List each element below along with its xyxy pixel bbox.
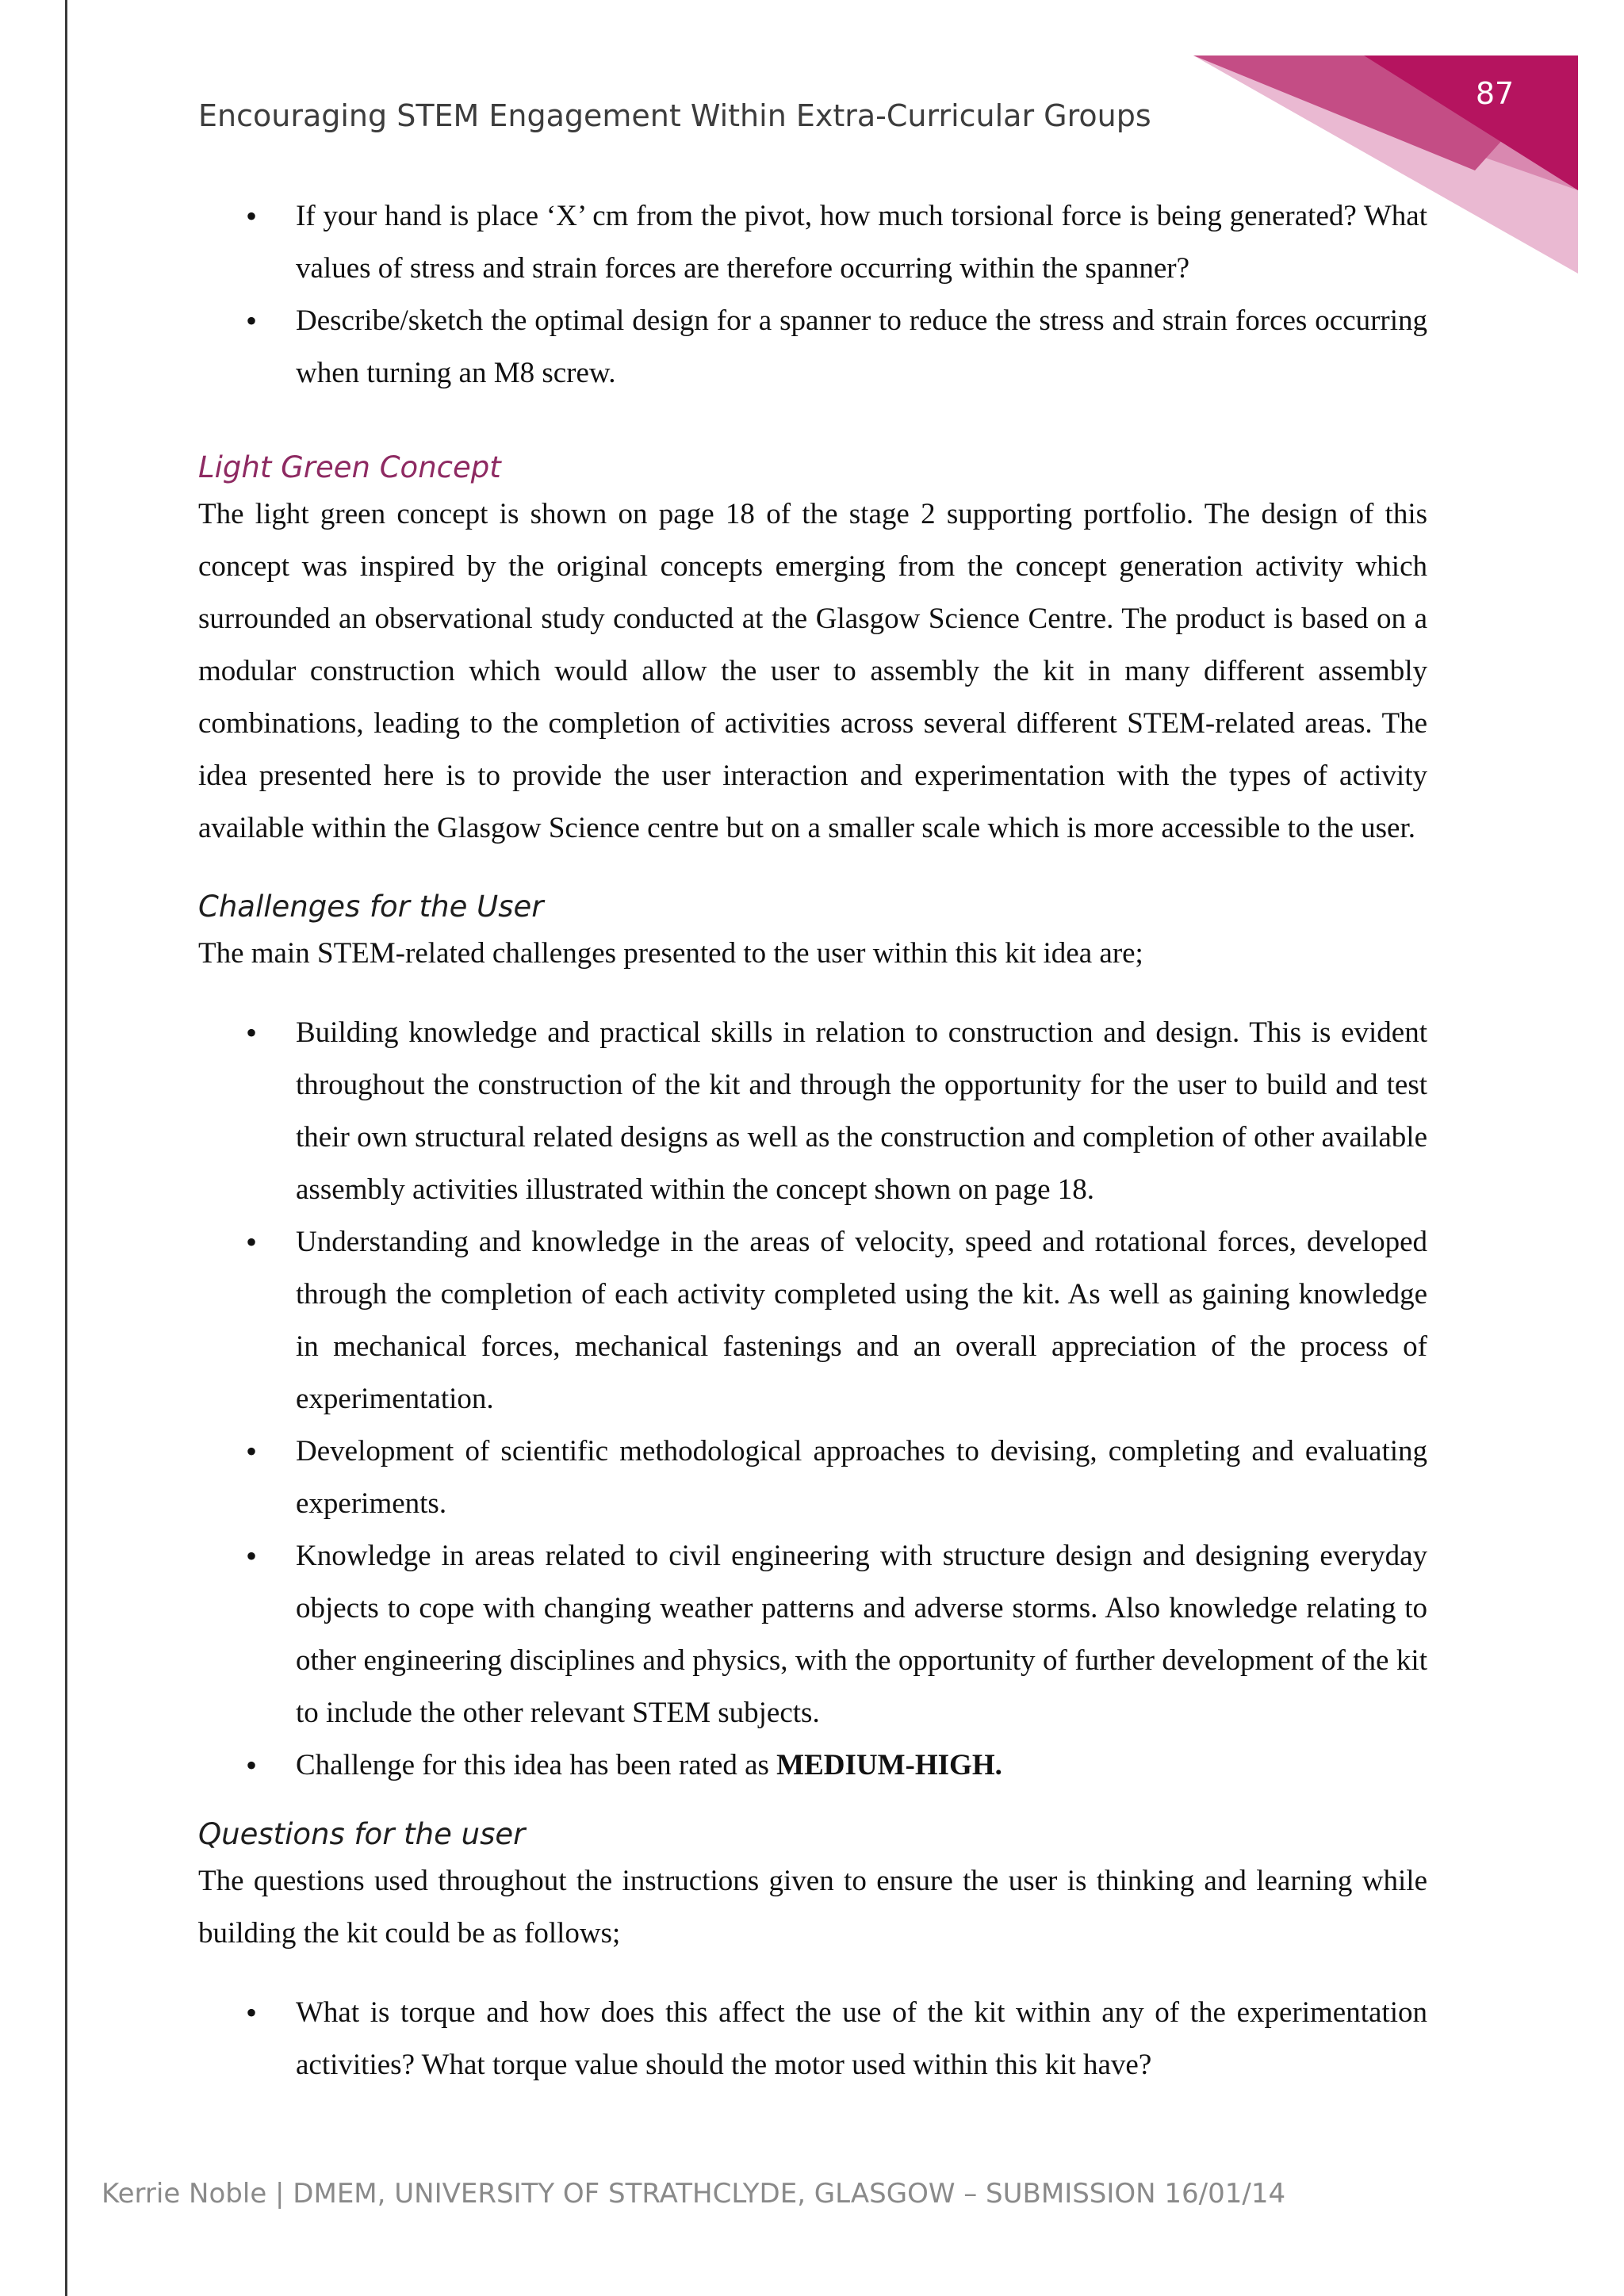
concept-heading: Light Green Concept bbox=[198, 450, 501, 484]
challenges-heading: Challenges for the User bbox=[198, 890, 544, 924]
questions-heading: Questions for the user bbox=[198, 1817, 526, 1851]
list-item: • Knowledge in areas related to civil engineering with structure design and designing everyday objects to cope with changing weather patterns and adverse storms. Also knowledge relating to other engineering disciplines and physics, with the opportunity of further development of the kit to include the other relevant STEM subjects. bbox=[198, 1530, 1427, 1739]
questions-intro: The questions used throughout the instructions given to ensure the user is thinking and learning while building the kit could be as follows; bbox=[198, 1865, 1427, 1950]
rating-value: MEDIUM-HIGH. bbox=[776, 1749, 1002, 1781]
concept-paragraph: The light green concept is shown on page 18 of the stage 2 supporting portfolio. The design of this concept was inspired by the original concepts emerging from the concept generation activity which surrounded an observational study conducted at the Glasgow Science Centre. The product is based on a modular construction which would allow the user to assembly the kit in many different assembly combinations, leading to the completion of activities across several different STEM-related areas. The idea presented here is to provide the user interaction and experimentation with the types of activity available within the Glasgow Science centre but on a smaller scale which is more accessible to the user. bbox=[198, 498, 1427, 844]
list-item: • Understanding and knowledge in the areas of velocity, speed and rotational forces, developed through the completion of each activity completed using the kit. As well as gaining knowledge in mechanical forces, mechanical fastenings and an overall appreciation of the process of experimentation. bbox=[198, 1216, 1427, 1425]
page-number: 87 bbox=[1475, 76, 1515, 111]
list-item: • Development of scientific methodological approaches to devising, completing and evaluating experiments. bbox=[198, 1425, 1427, 1530]
list-item: • If your hand is place ‘X’ cm from the pivot, how much torsional force is being generated? What values of stress and strain forces are therefore occurring within the spanner? bbox=[198, 190, 1427, 295]
list-item: • What is torque and how does this affect the use of the kit within any of the experimentation activities? What torque value should the motor used within this kit have? bbox=[198, 1987, 1427, 2091]
page-footer: Kerrie Noble | DMEM, UNIVERSITY OF STRATHCLYDE, GLASGOW – SUBMISSION 16/01/14 bbox=[102, 2178, 1286, 2210]
left-margin-rule bbox=[65, 0, 67, 2296]
list-item: • Describe/sketch the optimal design for a spanner to reduce the stress and strain forces occurring when turning an M8 screw. bbox=[198, 295, 1427, 400]
list-item-rating bbox=[198, 1739, 1427, 1792]
page-content bbox=[198, 190, 1427, 2091]
top-bullet-list bbox=[198, 190, 1427, 400]
questions-bullet-list bbox=[198, 1987, 1427, 2091]
challenges-bullet-list bbox=[198, 1007, 1427, 1792]
running-header-title: Encouraging STEM Engagement Within Extra-Curricular Groups bbox=[198, 98, 1151, 133]
challenges-intro: The main STEM-related challenges presented to the user within this kit idea are; bbox=[198, 937, 1143, 970]
rating-text: Challenge for this idea has been rated as bbox=[296, 1749, 777, 1781]
list-item: • Building knowledge and practical skills in relation to construction and design. This is evident throughout the construction of the kit and through the opportunity for the user to build and test their own structural related designs as well as the construction and completion of other available assembly activities illustrated within the concept shown on page 18. bbox=[198, 1007, 1427, 1216]
